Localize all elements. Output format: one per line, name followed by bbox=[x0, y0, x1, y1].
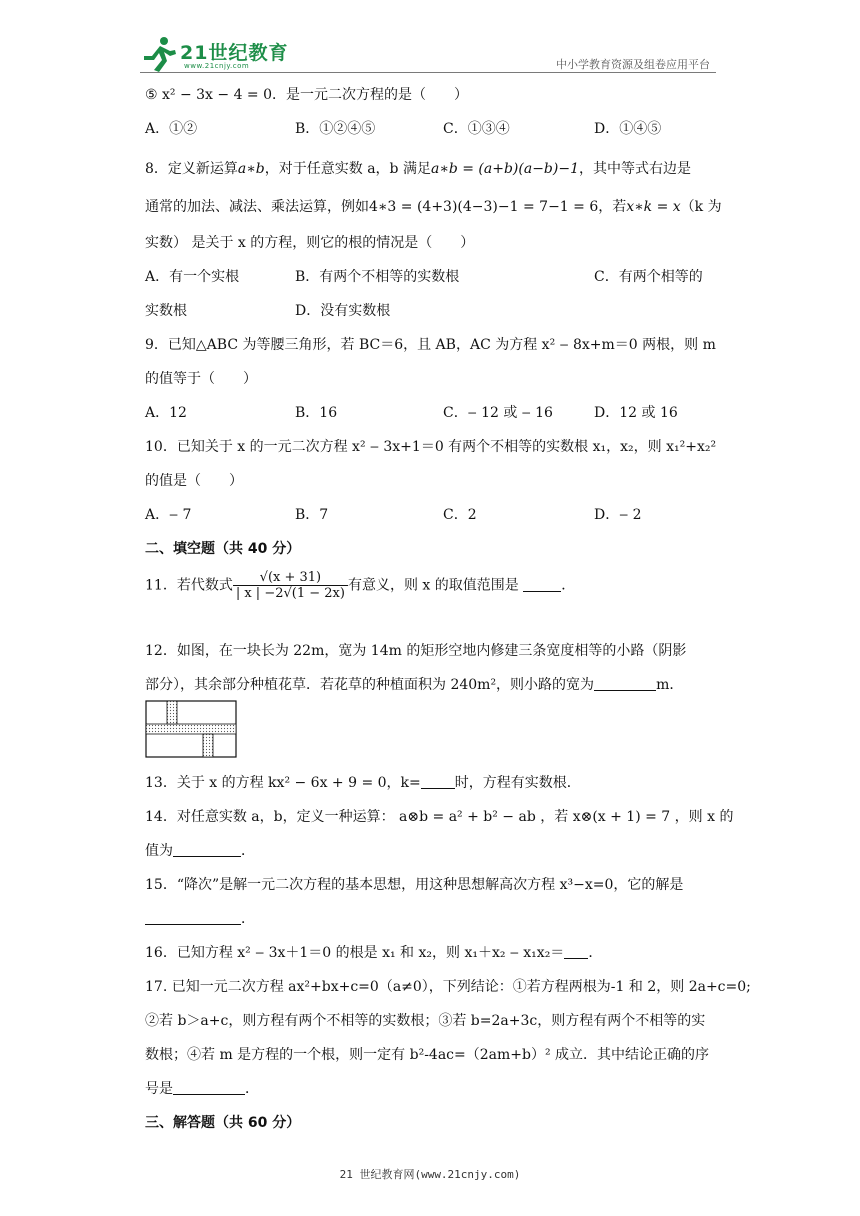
q7-option-d: D．①④⑤ bbox=[594, 121, 662, 137]
brand-url: www.21cnjy.com bbox=[184, 62, 250, 70]
platform-label: 中小学教育资源及组卷应用平台 bbox=[556, 58, 710, 71]
q9-option-b: B．16 bbox=[295, 405, 338, 421]
q9-line2: 的值等于（ ） bbox=[145, 371, 257, 387]
q8-line1: 8．定义新运算a∗b，对于任意实数 a，b 满足a∗b = (a+b)(a−b)−1，其中等式右边是 bbox=[145, 161, 691, 177]
header-divider bbox=[140, 72, 716, 73]
q11-fraction: $\frac{√(x + 31)}{| x | -2√(1 - 2x)}$ bbox=[233, 570, 348, 601]
q17-answer-blank[interactable] bbox=[173, 1080, 245, 1095]
q17-line3: 数根；④若 m 是方程的一个根，则一定有 b²-4ac=（2am+b）² 成立．其中结论正确的序 bbox=[145, 1047, 710, 1063]
q9-line1: 9．已知△ABC 为等腰三角形，若 BC＝6，且 AB，AC 为方程 x² ‒ 8x+m＝0 两根，则 m bbox=[145, 337, 716, 353]
q14-line1: 14．对任意实数 a，b，定义一种运算： a⊗b = a² + b² − ab ，若 x⊗(x + 1) = 7 ，则 x 的 bbox=[145, 809, 734, 825]
q15-answer-blank[interactable] bbox=[145, 910, 241, 925]
q10-option-b: B．7 bbox=[295, 507, 329, 523]
q10-line2: 的值是（ ） bbox=[145, 473, 243, 489]
q10-line1: 10．已知关于 x 的一元二次方程 x² ‒ 3x+1＝0 有两个不相等的实数根 x₁，x₂，则 x₁²+x₂² bbox=[145, 439, 717, 455]
q15-line2: ． bbox=[145, 908, 255, 928]
q10-option-c: C．2 bbox=[443, 507, 477, 523]
q12-answer-blank[interactable] bbox=[594, 676, 656, 691]
brand-name: 21世纪教育 bbox=[180, 42, 289, 64]
q15-line1: 15．“降次”是解一元二次方程的基本思想，用这种思想解高次方程 x³−x=0，它的解是 bbox=[145, 877, 684, 893]
q9-option-c: C．‒ 12 或 ‒ 16 bbox=[443, 405, 553, 421]
q13-answer-blank[interactable] bbox=[421, 774, 455, 789]
page-footer: 21 世纪教育网(www.21cnjy.com) bbox=[339, 1168, 521, 1181]
q10-option-a: A．‒ 7 bbox=[145, 507, 192, 523]
q8-line3: 实数） 是关于 x 的方程，则它的根的情况是（ ） bbox=[145, 235, 475, 251]
section-solve-title: 三、解答题（共 60 分） bbox=[145, 1115, 301, 1131]
q17-line4: 号是 ． bbox=[145, 1081, 259, 1097]
q7-stem: ⑤ x² − 3x − 4 = 0．是一元二次方程的是（ ） bbox=[145, 87, 469, 103]
q12-figure-path-bottom bbox=[203, 734, 213, 757]
q7-option-a: A．①② bbox=[145, 121, 198, 137]
q12-line2: 部分），其余部分种植花草．若花草的种植面积为 240m²，则小路的宽为 m． bbox=[145, 677, 684, 693]
q8-option-d: D．没有实数根 bbox=[295, 303, 391, 319]
runner-logo-icon bbox=[140, 34, 180, 74]
q14-answer-blank[interactable] bbox=[173, 842, 241, 857]
q11-answer-blank[interactable] bbox=[523, 577, 561, 592]
q12-line1: 12．如图，在一块长为 22m，宽为 14m 的矩形空地内修建三条宽度相等的小路（阴影 bbox=[145, 643, 687, 659]
section-fill-in-title: 二、填空题（共 40 分） bbox=[145, 541, 301, 557]
q7-option-c: C．①③④ bbox=[443, 121, 510, 137]
q8-option-c: C．有两个相等的 bbox=[594, 269, 703, 285]
q14-line2: 值为 ． bbox=[145, 843, 255, 859]
q9-option-d: D．12 或 16 bbox=[594, 405, 678, 421]
q8-option-b: B．有两个不相等的实数根 bbox=[295, 269, 460, 285]
q8-line2: 通常的加法、减法、乘法运算，例如4∗3 = (4+3)(4−3)−1 = 7−1 = 6，若x∗k = x（k 为 bbox=[145, 199, 722, 215]
q11-line: 11．若代数式 $\frac{√(x + 31)}{| x | -2√(1 - 2x)}$ 有意义，则 x 的取值范围是 ． bbox=[145, 570, 576, 601]
q7-option-b: B．①②④⑤ bbox=[295, 121, 376, 137]
q13-line: 13．关于 x 的方程 kx² − 6x + 9 = 0，k= 时，方程有实数根． bbox=[145, 775, 581, 791]
q12-figure-path-top bbox=[167, 701, 177, 724]
q16-line: 16．已知方程 x² ‒ 3x＋1＝0 的根是 x₁ 和 x₂，则 x₁＋x₂ ‒ x₁x₂＝ ． bbox=[145, 945, 603, 961]
q16-answer-blank[interactable] bbox=[564, 944, 588, 959]
q17-line1: 17. 已知一元二次方程 ax²+bx+c=0（a≠0），下列结论：①若方程两根为-1 和 2，则 2a+c=0; bbox=[145, 979, 751, 995]
logo bbox=[140, 32, 290, 76]
q17-line2: ②若 b＞a+c，则方程有两个不相等的实数根；③若 b=2a+3c，则方程有两个不相等的实 bbox=[145, 1013, 706, 1029]
q12-figure-path-horizontal bbox=[146, 724, 236, 734]
q10-option-d: D．‒ 2 bbox=[594, 507, 642, 523]
q9-option-a: A．12 bbox=[145, 405, 187, 421]
q12-figure bbox=[145, 700, 237, 758]
q8-option-a: A．有一个实根 bbox=[145, 269, 240, 285]
q8-option-c-cont: 实数根 bbox=[145, 303, 187, 319]
